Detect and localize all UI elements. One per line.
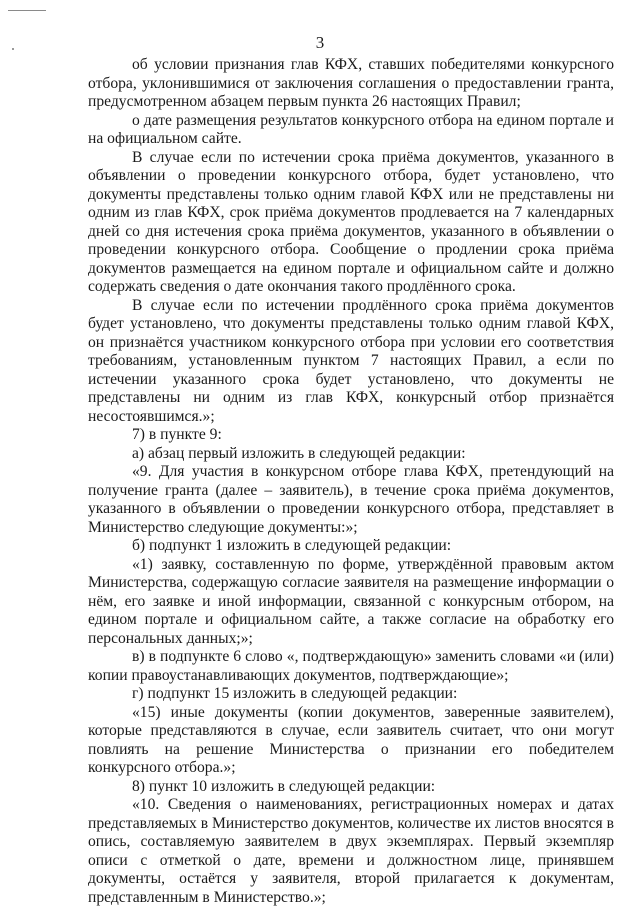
paragraph: 8) пункт 10 изложить в следующей редакции: <box>132 777 436 795</box>
paragraph: а) абзац первый изложить в следующей редакции: <box>132 444 466 462</box>
document-body <box>88 56 614 907</box>
paragraph: «1) заявку, составленную по форме, утверждённой правовым актом Министерства, содержащую согласие заявителя на размещение информации о нём, его заявке и иной информации, связанной с конкурсным отбором, на едином портале и официальном сайте, а также согласие на обработку его персональных данных;»; <box>88 555 614 647</box>
paragraph: 7) в пункте 9: <box>132 426 222 443</box>
paragraph: «10. Сведения о наименованиях, регистрационных номерах и датах представляемых в Министерство документов, количестве их листов вносятся в опись, составляемую заявителем в двух экземплярах. Первый экземпляр описи с отметкой о дате, времени и должностном лице, принявшем документы, остаётся у заявителя, второй прилагается к документам, представленным в Министерство.»; <box>88 796 614 906</box>
paragraph: в) в подпункте 6 слово «, подтверждающую» заменить словами «и (или) копии правоустанавливающих документов, подтверждающие»; <box>88 648 614 684</box>
paragraph: «15) иные документы (копии документов, заверенные заявителем), которые представляются в случае, если заявитель считает, что они могут повлиять на решение Министерства о признании его победителем конкурсного отбора.»; <box>88 703 614 776</box>
paragraph: б) подпункт 1 изложить в следующей редакции: <box>132 537 452 554</box>
paragraph: В случае если по истечении продлённого срока приёма документов будет установлено, что документы представлены только одним главой КФХ, он признаётся участником конкурсного отбора при условии его соответствия требованиям, установленным пунктом 7 настоящих Правил, а если по истечении указанного срока будет установлено, что документы не представлены ни одним из глав КФХ, конкурсный отбор признаётся несостоявшимся.»; <box>88 296 614 425</box>
scan-artifact-top-left <box>8 10 46 11</box>
paragraph: о дате размещения результатов конкурсного отбора на едином портале и на официальном сайте. <box>88 111 614 147</box>
paragraph: об условии признания глав КФХ, ставших победителями конкурсного отбора, уклонившимися от заключения соглашения о предоставлении гранта, предусмотренном абзацем первым пункта 26 настоящих Правил; <box>88 56 614 110</box>
paragraph: В случае если по истечении срока приёма документов, указанного в объявлении о проведении конкурсного отбора, будет установлено, что документы представлены только одним главой КФХ или не представлены ни одним из глав КФХ, срок приёма документов продлевается на 7 календарных дней со дня истечения срока приёма документов, указанного в объявлении о проведении конкурсного отбора. Сообщение о продлении срока приёма документов размещается на едином портале и официальном сайте и должно содержать сведения о дате окончания такого продлённого срока. <box>88 148 614 295</box>
paragraph: «9. Для участия в конкурсном отборе глава КФХ, претендующий на получение гранта (далее – заявитель), в течение срока приёма документов, указанного в объявлении о проведении конкурсного отбора, представляет в Министерство следующие документы:»; <box>88 463 614 536</box>
paragraph: г) подпункт 15 изложить в следующей редакции: <box>132 685 458 702</box>
page-number: 3 <box>315 33 325 52</box>
